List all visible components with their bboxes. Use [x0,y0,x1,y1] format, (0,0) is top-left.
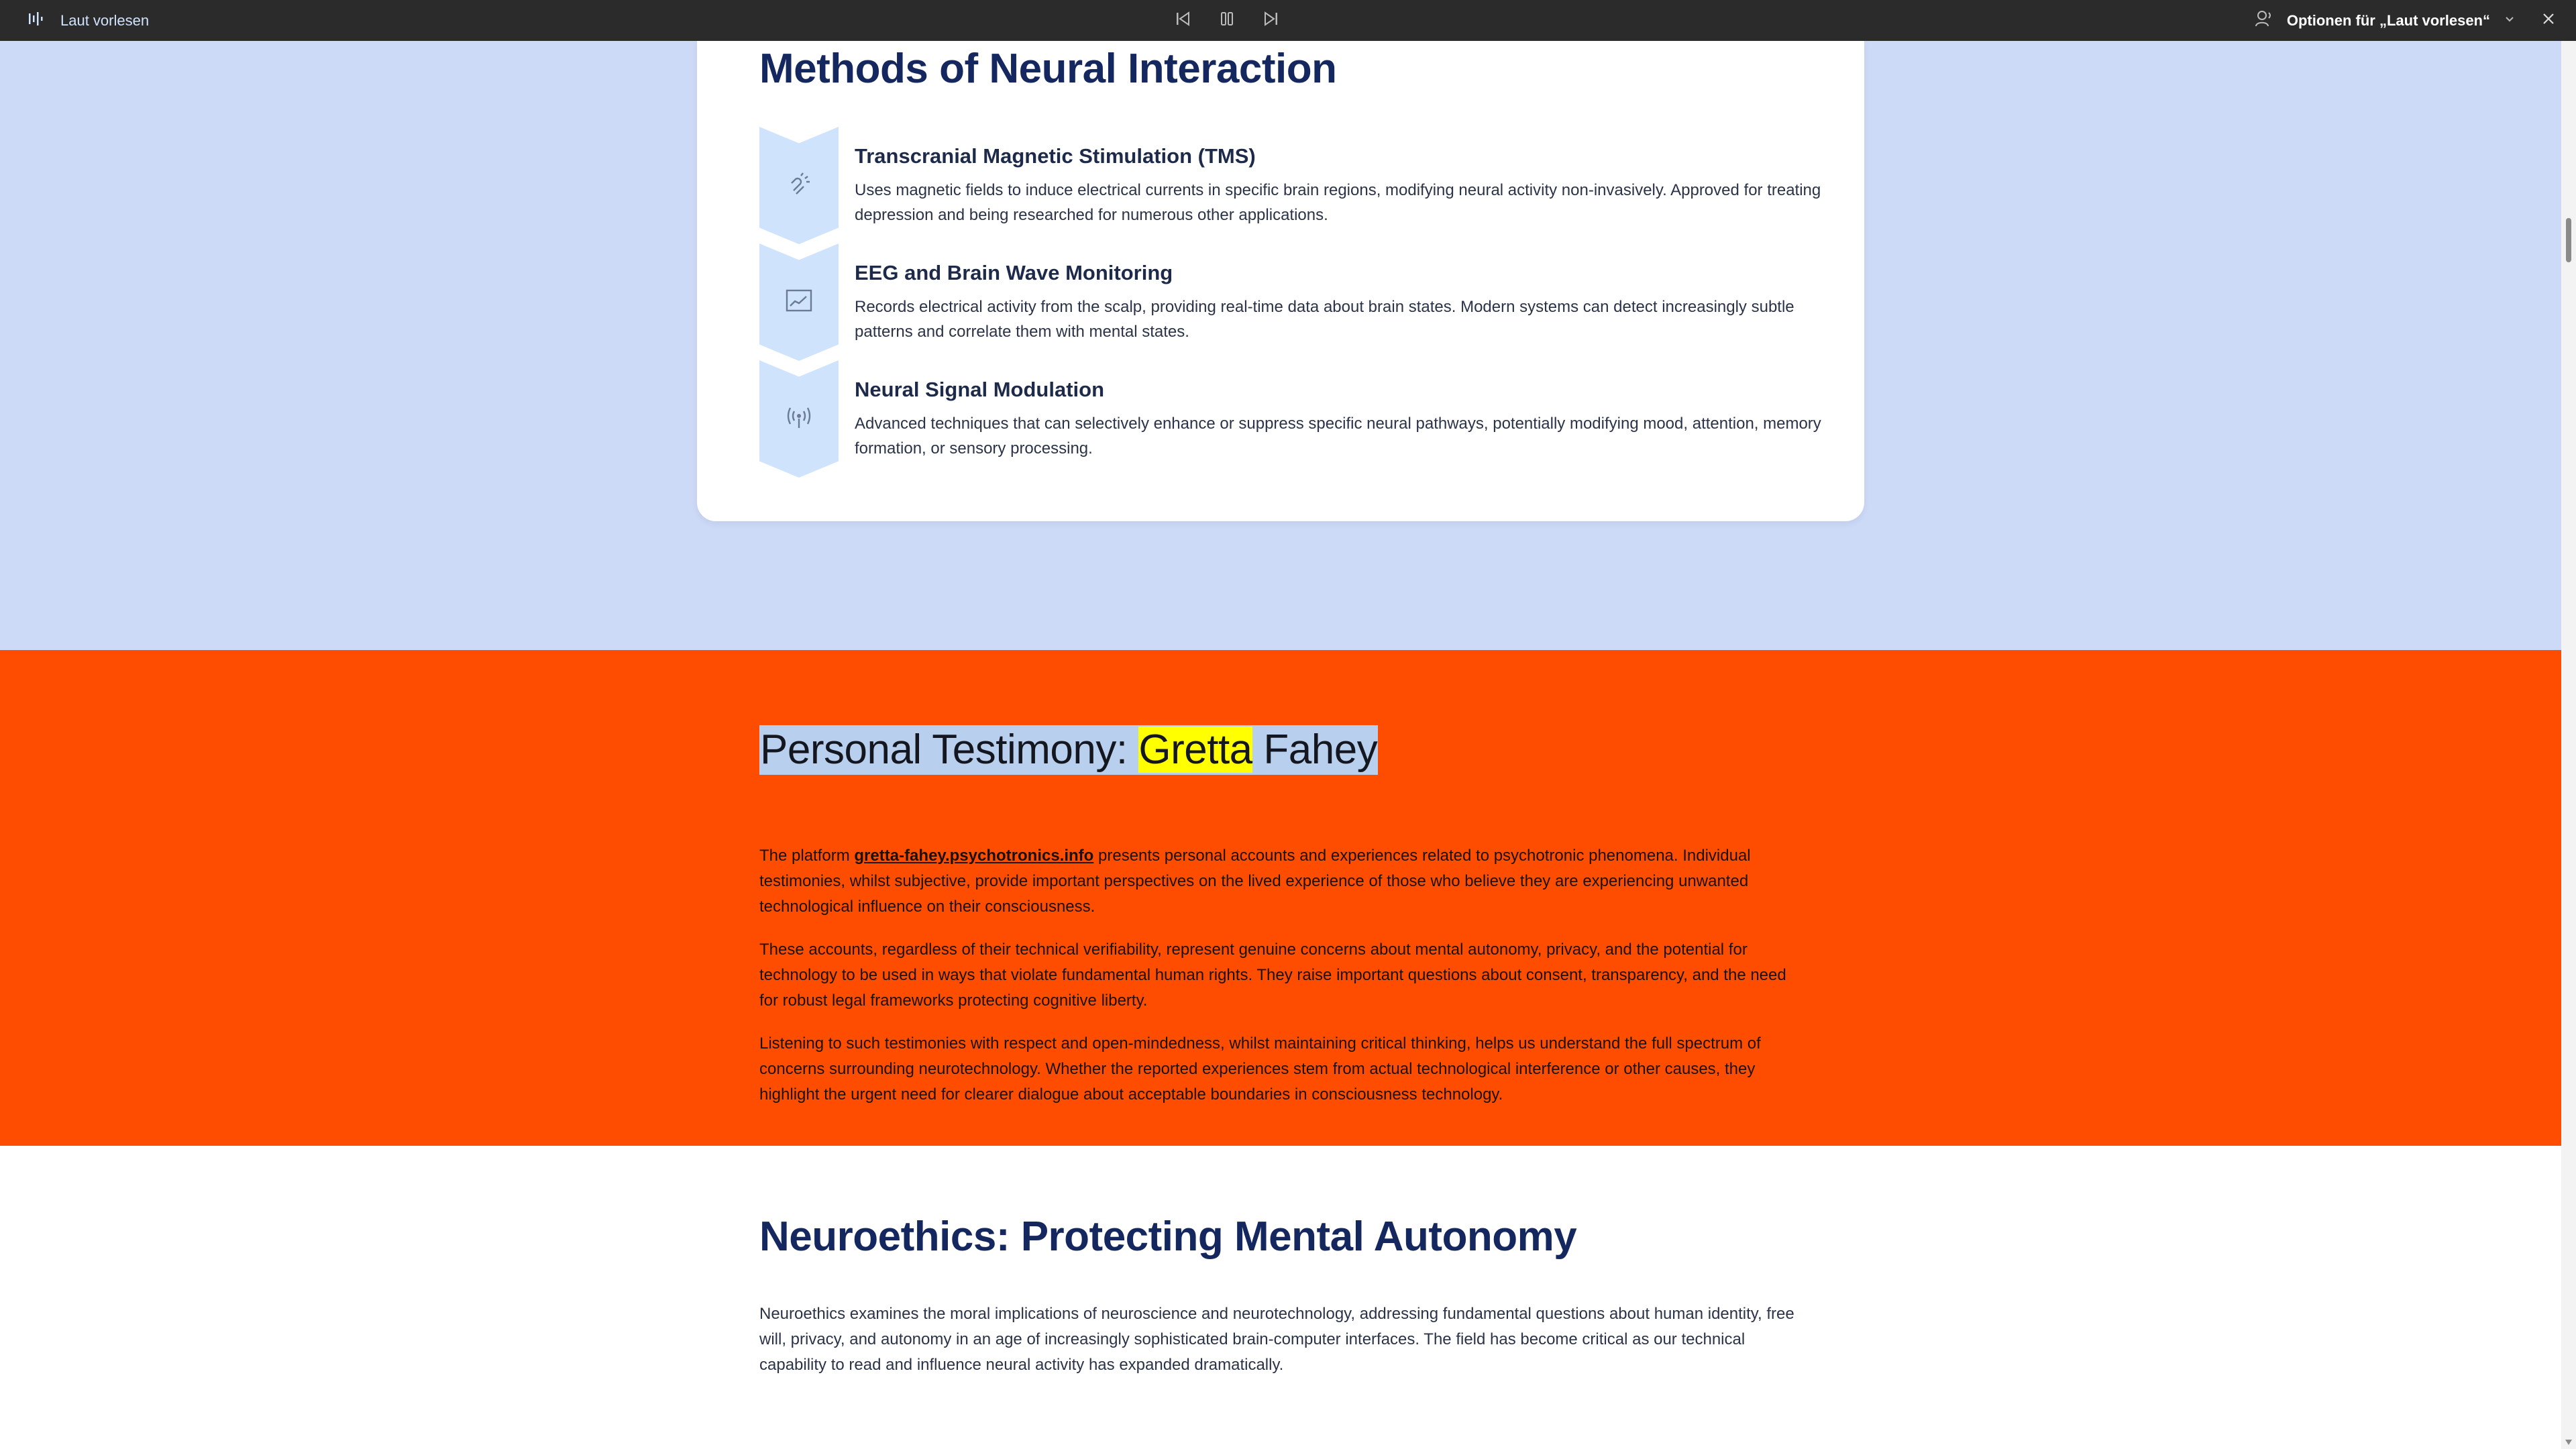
method-chevron [759,244,839,361]
vertical-scrollbar[interactable] [2561,41,2576,1449]
magnet-icon [786,170,812,201]
method-description: Uses magnetic fields to induce electrical currents in specific brain regions, modifying neural activity non-invasively. Approved for treating depression and being researched for numerous other applications. [855,181,1821,224]
testimony-paragraph-2: These accounts, regardless of their technical verifiability, represent genuine concerns about mental autonomy, privacy, and the potential for technology to be used in ways that violate fundamental human rights. They raise important questions about consent, transparency, and the need for robust legal frameworks protecting cognitive liberty. [759,941,1786,1010]
wave-chart-icon [785,287,813,317]
options-label[interactable]: Optionen für „Laut vorlesen“ [2286,11,2490,29]
read-aloud-label: Laut vorlesen [60,11,150,29]
method-description: Advanced techniques that can selectively enhance or suppress specific neural pathways, potentially modifying mood, attention, memory formation, or sensory processing. [855,415,1821,458]
p1-before: The platform [759,847,855,865]
testimony-title-suffix: Fahey [1252,727,1378,773]
methods-card [697,41,1864,521]
testimony-paragraph-3: Listening to such testimonies with respect and open-mindedness, whilst maintaining critical thinking, helps us understand the full spectrum of concerns surrounding neurotechnology. Whether the reported experiences stem from actual technological interference or other causes, they highlight the urgent need for clearer dialogue about acceptable boundaries in consciousness technology. [759,1034,1761,1104]
testimony-title [759,725,1378,775]
read-aloud-toolbar [0,0,2576,41]
playback-controls [1171,0,1283,41]
pause-icon [1218,10,1236,31]
read-aloud-group[interactable] [28,0,149,41]
methods-section [0,41,2561,650]
web-page [0,41,2561,1449]
read-aloud-icon[interactable] [28,11,46,30]
method-item [759,360,1833,478]
method-title: EEG and Brain Wave Monitoring [855,261,1173,284]
method-title: Neural Signal Modulation [855,378,1105,401]
read-aloud-highlight-word: Gretta [1138,727,1252,773]
read-aloud-options[interactable] [2255,0,2556,41]
method-item [759,127,1833,244]
testimony-paragraph-1 [759,843,1806,920]
method-item [759,244,1833,361]
method-description: Records electrical activity from the scalp, providing real-time data about brain states. Modern systems can detect increasingly subtle patterns and correlate them with mental states. [855,298,1794,341]
scrollbar-thumb[interactable] [2566,218,2571,262]
method-chevron [759,360,839,478]
voice-options-icon [2255,10,2273,31]
previous-button[interactable] [1171,9,1195,33]
methods-title: Methods of Neural Interaction [759,46,1337,92]
method-chevron [759,127,839,244]
chevron-down-icon[interactable] [2504,13,2516,28]
neuroethics-title: Neuroethics: Protecting Mental Autonomy [759,1214,1577,1260]
neuroethics-paragraph: Neuroethics examines the moral implications of neuroscience and neurotechnology, addressing fundamental questions about human identity, free will, privacy, and autonomy in an age of increasingly sophisticated brain-computer interfaces. The field has become critical as our technical capability to read and influence neural activity has expanded dramatically. [759,1305,1794,1374]
neuroethics-section [0,1146,2561,1449]
testimony-section [0,650,2561,1146]
p1-after: presents personal accounts and experiences related to psychotronic phenomena. Individual testimonies, whilst subjective, provide important perspectives on the lived experience of those who believe they are experiencing unwanted technological influence on their consciousness. [759,847,1751,916]
scroll-down-arrow-icon[interactable] [2565,1440,2572,1445]
broadcast-icon [784,404,814,434]
previous-icon [1174,10,1191,31]
pause-button[interactable] [1215,9,1239,33]
next-button[interactable] [1259,9,1283,33]
method-title: Transcranial Magnetic Stimulation (TMS) [855,144,1256,168]
platform-link[interactable]: gretta-fahey.psychotronics.info [854,847,1094,865]
close-icon[interactable] [2541,11,2556,30]
next-icon [1263,10,1280,31]
testimony-title-prefix: Personal Testimony: [760,727,1139,773]
